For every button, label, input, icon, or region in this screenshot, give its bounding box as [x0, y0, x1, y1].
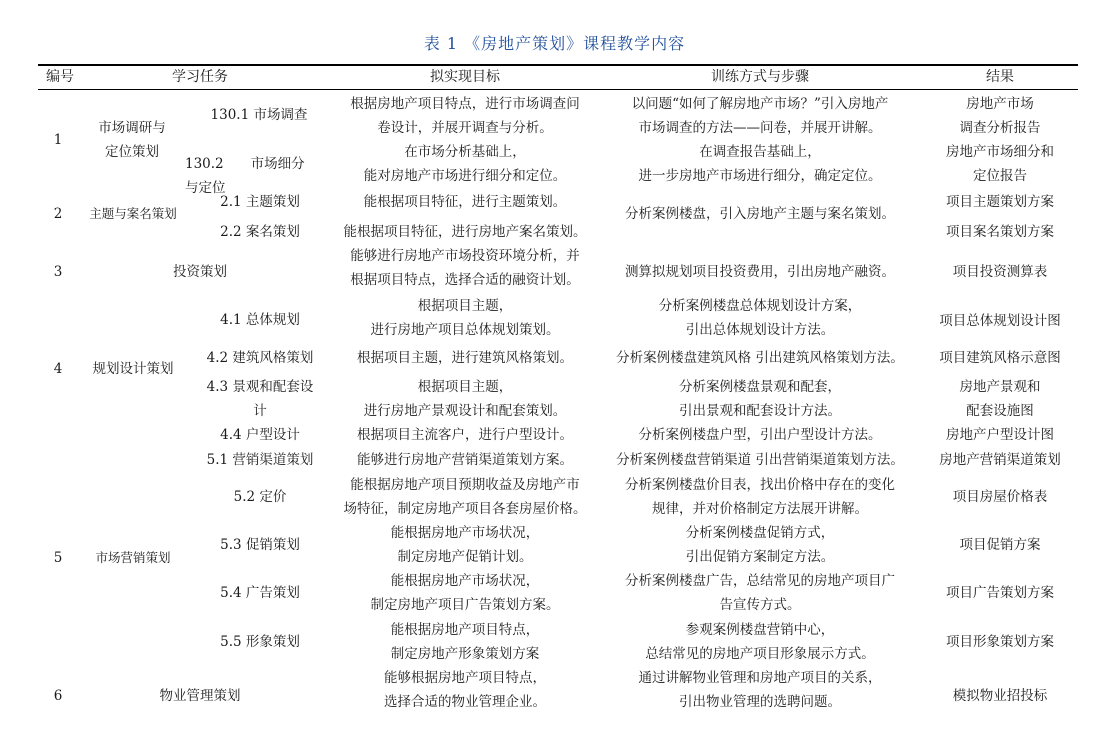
row4b-goal: 根据项目主题，进行建筑风格策划。: [357, 350, 573, 366]
row5a-sub: 5.1 营销渠道策划: [206, 452, 314, 468]
row3-id: 3: [53, 264, 63, 280]
row5-id: 5: [53, 550, 63, 566]
row1a-sub: 130.1 市场调查: [210, 107, 308, 123]
row1a-method: 以问题“如何了解房地产市场？”引入房地产 市场调查的方法——问卷，并展开讲解。: [631, 96, 889, 136]
row2-task: 主题与案名策划: [89, 206, 177, 221]
row5e-sub: 5.5 形象策划: [220, 634, 300, 650]
row2b-sub: 2.2 案名策划: [220, 224, 300, 240]
row4d-method: 分析案例楼盘户型，引出户型设计方法。: [638, 427, 882, 443]
row1b-sub: 130.2 市场细分 与定位: [185, 156, 305, 196]
row2a-sub: 2.1 主题策划: [220, 194, 300, 210]
row2b-result: 项目案名策划方案: [946, 224, 1054, 240]
row3-task: 投资策划: [173, 264, 227, 280]
header-method: 训练方式与步骤: [711, 69, 809, 85]
row6-task: 物业管理策划: [159, 688, 241, 704]
row6-id: 6: [53, 688, 63, 704]
header-goal: 拟实现目标: [430, 69, 500, 85]
row1a-result: 房地产市场 调查分析报告: [959, 96, 1041, 136]
row5d-sub: 5.4 广告策划: [220, 585, 300, 601]
row4a-goal: 根据项目主题， 进行房地产项目总体规划策划。: [370, 298, 560, 338]
row5b-sub: 5.2 定价: [233, 489, 287, 505]
row2b-goal: 能根据项目特征，进行房地产案名策划。: [343, 224, 587, 240]
row6-method: 通过讲解物业管理和房地产项目的关系， 引出物业管理的选聘问题。: [638, 670, 882, 710]
row5e-method: 参观案例楼盘营销中心， 总结常见的房地产项目形象展示方式。: [645, 622, 875, 662]
table-caption: 表 1 《房地产策划》课程教学内容: [423, 34, 686, 53]
row4-task: 规划设计策划: [92, 361, 174, 377]
row3-method: 测算拟规划项目投资费用，引出房地产融资。: [625, 264, 895, 280]
row3-goal: 能够进行房地产市场投资环境分析，并 根据项目特点，选择合适的融资计划。: [350, 248, 580, 288]
row2a-result: 项目主题策划方案: [946, 194, 1054, 210]
row4a-sub: 4.1 总体规划: [220, 312, 300, 328]
row5d-goal: 能根据房地产市场状况， 制定房地产项目广告策划方案。: [370, 573, 560, 613]
row5b-goal: 能根据房地产项目预期收益及房地产市 场特征，制定房地产项目各套房屋价格。: [343, 477, 587, 517]
row4a-result: 项目总体规划设计图: [939, 313, 1061, 329]
row1-id: 1: [53, 132, 63, 148]
row3-result: 项目投资测算表: [952, 264, 1048, 280]
row6-result: 模拟物业招投标: [952, 688, 1048, 704]
header-result: 结果: [986, 69, 1014, 85]
row4d-sub: 4.4 户型设计: [220, 427, 300, 443]
row5a-result: 房地产营销渠道策划: [939, 452, 1061, 468]
row6-goal: 能够根据房地产项目特点， 选择合适的物业管理企业。: [384, 670, 546, 710]
row4-id: 4: [53, 361, 63, 377]
row1b-goal: 在市场分析基础上， 能对房地产市场进行细分和定位。: [363, 144, 567, 184]
row1-task: 市场调研与 定位策划: [98, 120, 166, 160]
row4a-method: 分析案例楼盘总体规划设计方案， 引出总体规划设计方法。: [658, 298, 862, 338]
row5c-goal: 能根据房地产市场状况， 制定房地产促销计划。: [390, 525, 540, 565]
row1b-result: 房地产市场细分和 定位报告: [946, 144, 1054, 184]
row5b-method: 分析案例楼盘价目表，找出价格中存在的变化 规律，并对价格制定方法展开讲解。: [625, 477, 895, 517]
row4d-goal: 根据项目主流客户，进行户型设计。: [357, 427, 573, 443]
row2a-goal: 能根据项目特征，进行主题策划。: [363, 194, 567, 210]
row5e-result: 项目形象策划方案: [946, 634, 1054, 650]
header-id: 编号: [46, 69, 74, 85]
row4b-method: 分析案例楼盘建筑风格 引出建筑风格策划方法。: [616, 350, 904, 366]
header-rule: [38, 89, 1078, 90]
row5a-method: 分析案例楼盘营销渠道 引出营销渠道策划方法。: [616, 452, 904, 468]
row5d-result: 项目广告策划方案: [946, 585, 1054, 601]
row1a-goal: 根据房地产项目特点，进行市场调查问 卷设计，并展开调查与分析。: [350, 96, 580, 136]
row4c-goal: 根据项目主题， 进行房地产景观设计和配套策划。: [363, 379, 567, 419]
row4b-sub: 4.2 建筑风格策划: [206, 350, 314, 366]
row5a-goal: 能够进行房地产营销渠道策划方案。: [357, 452, 573, 468]
row2-id: 2: [53, 206, 63, 222]
row5c-method: 分析案例楼盘促销方式， 引出促销方案制定方法。: [685, 525, 835, 565]
row4b-result: 项目建筑风格示意图: [939, 350, 1061, 366]
row5c-sub: 5.3 促销策划: [220, 537, 300, 553]
row4d-result: 房地产户型设计图: [946, 427, 1054, 443]
row4c-method: 分析案例楼盘景观和配套， 引出景观和配套设计方法。: [679, 379, 841, 419]
row1b-method: 在调查报告基础上， 进一步房地产市场进行细分，确定定位。: [638, 144, 882, 184]
row5d-method: 分析案例楼盘广告，总结常见的房地产项目广 告宣传方式。: [625, 573, 895, 613]
row5e-goal: 能根据房地产项目特点， 制定房地产形象策划方案: [390, 622, 540, 662]
row2-method: 分析案例楼盘，引入房地产主题与案名策划。: [625, 206, 895, 222]
row5b-result: 项目房屋价格表: [952, 489, 1048, 505]
row5c-result: 项目促销方案: [959, 537, 1041, 553]
row4c-result: 房地产景观和 配套设施图: [959, 379, 1041, 419]
header-task: 学习任务: [172, 69, 228, 85]
row4c-sub: 4.3 景观和配套设 计: [206, 379, 314, 419]
row5-task: 市场营销策划: [95, 550, 171, 565]
